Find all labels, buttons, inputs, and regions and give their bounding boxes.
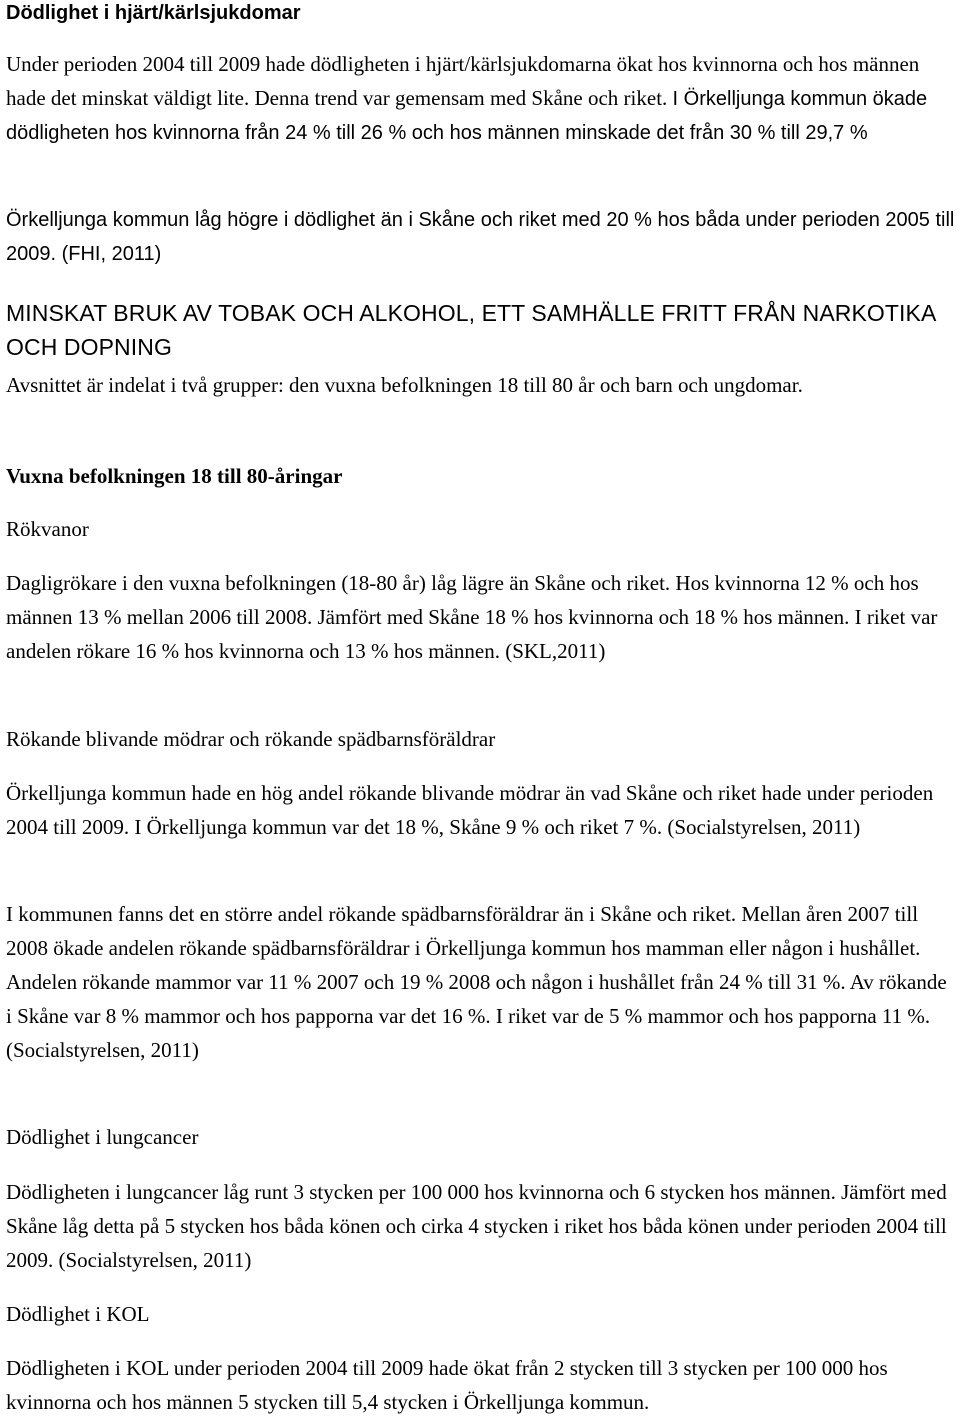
heading-minskat-bruk: MINSKAT BRUK AV TOBAK OCH ALKOHOL, ETT SAMHÄLLE FRITT FRÅN NARKOTIKA OCH DOPNING xyxy=(6,300,936,360)
paragraph-hjart-jamforelse: Örkelljunga kommun låg högre i dödlighet än i Skåne och riket med 20 % hos båda under perioden 2005 till 2009. (FHI, 2011) xyxy=(6,209,955,265)
paragraph-lungcancer: Dödligheten i lungcancer låg runt 3 stycken per 100 000 hos kvinnorna och 6 stycken hos männen. Jämfört med Skåne låg detta på 5 stycken hos båda könen och cirka 4 stycken i riket hos båda könen under perioden 2004 till 2009. (Socialstyrelsen, 2011) xyxy=(6,1180,947,1272)
paragraph-dagligrokare: Dagligrökare i den vuxna befolkningen (18-80 år) låg lägre än Skåne och riket. Hos kvinnorna 12 % och hos männen 13 % mellan 2006 till 2008. Jämfört med Skåne 18 % hos kvinnorna och 18 % hos männen. I riket var andelen rökare 16 % hos kvinnorna och 13 % hos männen. (SKL,2011) xyxy=(6,571,938,663)
subheading-rokvanor: Rökvanor xyxy=(6,517,89,541)
paragraph-spadbarnsforaldrar: I kommunen fanns det en större andel rökande spädbarnsföräldrar än i Skåne och riket. Mellan åren 2007 till 2008 ökade andelen rökande spädbarnsföräldrar i Örkelljunga kommun hos mamman eller någon i hushållet. Andelen rökande mammor var 11 % 2007 och 19 % 2008 och någon i hushållet från 24 % till 31 %. Av rökande i Skåne var 8 % mammor och hos papporna var det 16 %. I riket var de 5 % mammor och hos papporna 11 %. (Socialstyrelsen, 2011) xyxy=(6,902,947,1062)
paragraph-hjart-trend-serif: Under perioden 2004 till 2009 hade dödligheten i hjärt/kärlsjukdomarna ökat hos kvinnorna och hos männen hade det minskat väldigt lite. Denna trend var gemensam med Skåne och riket. xyxy=(6,52,920,110)
subheading-rokande-modrar: Rökande blivande mödrar och rökande spädbarnsföräldrar xyxy=(6,727,496,751)
heading-hjart-karlsjukdomar: Dödlighet i hjärt/kärlsjukdomar xyxy=(6,2,301,24)
subheading-kol: Dödlighet i KOL xyxy=(6,1302,150,1326)
paragraph-avsnittet: Avsnittet är indelat i två grupper: den vuxna befolkningen 18 till 80 år och barn och ungdomar. xyxy=(6,373,803,397)
paragraph-kol: Dödligheten i KOL under perioden 2004 till 2009 hade ökat från 2 stycken till 3 stycken per 100 000 hos kvinnorna och hos männen 5 stycken till 5,4 stycken i Örkelljunga kommun. xyxy=(6,1356,888,1414)
paragraph-hjart-trend xyxy=(6,47,956,150)
subheading-lungcancer: Dödlighet i lungcancer xyxy=(6,1125,199,1149)
paragraph-rokande-modrar: Örkelljunga kommun hade en hög andel rökande blivande mödrar än vad Skåne och riket hade under perioden 2004 till 2009. I Örkelljunga kommun var det 18 %, Skåne 9 % och riket 7 %. (Socialstyrelsen, 2011) xyxy=(6,781,934,839)
heading-vuxna-befolkningen: Vuxna befolkningen 18 till 80-åringar xyxy=(6,464,343,488)
paragraph-hjart-trend-sans: I Örkelljunga kommun ökade dödligheten hos kvinnorna från 24 % till 26 % och hos männen minskade det från 30 % till 29,7 % xyxy=(6,88,928,144)
